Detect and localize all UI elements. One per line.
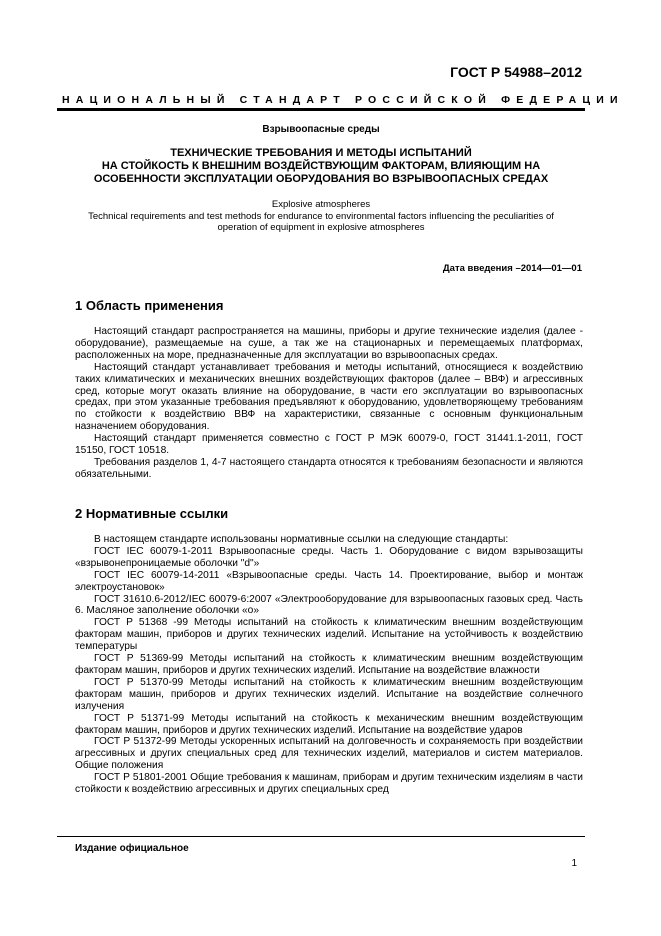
paragraph: Настоящий стандарт устанавливает требования и методы испытаний, относящиеся к воздействию таких климатических и механических внешних воздействующих факторов (далее – ВВФ) и агрессивных сред, которые могут оказать влияние на оборудование, в части его эксплуатации во взрывоопасных средах, при этом указанные требования предъявляют к оборудованию, удовлетворяющему требованиям по стойкости к воздействию ВВФ на характеристики, связанные с основным функциональным назначением оборудования. xyxy=(75,361,583,433)
paragraph: Настоящий стандарт применяется совместно с ГОСТ Р МЭК 60079-0, ГОСТ 31441.1-2011, ГОСТ 15150, ГОСТ 10518. xyxy=(75,433,583,457)
footer-rule xyxy=(57,836,585,837)
gost-number: ГОСТ Р 54988–2012 xyxy=(450,64,582,80)
section-2-heading: 2 Нормативные ссылки xyxy=(75,506,229,521)
paragraph: Требования разделов 1, 4-7 настоящего стандарта относятся к требованиям безопасности и являются обязательными. xyxy=(75,456,583,480)
title-en-line: Technical requirements and test methods for endurance to environmental factors influencing the peculiarities of xyxy=(88,211,554,222)
title-ru-line: ОСОБЕННОСТИ ЭКСПЛУАТАЦИИ ОБОРУДОВАНИЯ ВО ВЗРЫВООПАСНЫХ СРЕДАХ xyxy=(93,173,549,185)
reference-item: ГОСТ Р 51372-99 Методы ускоренных испытаний на долговечность и сохраняемость при воздействии агрессивных и других специальных сред для технических изделий, материалов и систем материалов. Общие положения xyxy=(75,736,583,772)
paragraph: В настоящем стандарте использованы нормативные ссылки на следующие стандарты: xyxy=(94,534,509,545)
subject-ru: Взрывоопасные среды xyxy=(262,124,380,135)
title-ru xyxy=(57,147,585,186)
reference-item: ГОСТ IEC 60079-1-2011 Взрывоопасные среды. Часть 1. Оборудование с видом взрывозащиты «взрывонепроницаемые оболочки "d"» xyxy=(75,545,583,569)
official-edition-label: Издание официальное xyxy=(75,843,189,854)
title-ru-line: НА СТОЙКОСТЬ К ВНЕШНИМ ВОЗДЕЙСТВУЮЩИМ ФАКТОРАМ, ВЛИЯЮЩИМ НА xyxy=(101,160,541,172)
title-en-line: operation of equipment in explosive atmospheres xyxy=(217,222,425,233)
national-standard-banner: НАЦИОНАЛЬНЫЙ СТАНДАРТ РОССИЙСКОЙ ФЕДЕРАЦИИ xyxy=(62,94,624,106)
reference-item: ГОСТ Р 51370-99 Методы испытаний на стойкость к климатическим внешним воздействующим факторам машин, приборов и других технических изделий. Испытание на воздействие солнечного излучения xyxy=(75,676,583,712)
title-ru-line: ТЕХНИЧЕСКИЕ ТРЕБОВАНИЯ И МЕТОДЫ ИСПЫТАНИЙ xyxy=(170,147,472,159)
reference-item: ГОСТ Р 51369-99 Методы испытаний на стойкость к климатическим внешним воздействующим факторам машин, приборов и других технических изделий. Испытание на воздействие влажности xyxy=(75,653,583,676)
section-2-body xyxy=(75,534,583,796)
reference-item: ГОСТ Р 51801-2001 Общие требования к машинам, приборам и другим техническим изделиям в части стойкости к воздействию агрессивных и других специальных сред xyxy=(75,772,583,796)
page-number: 1 xyxy=(571,858,577,869)
header-rule xyxy=(57,108,585,111)
subject-en: Explosive atmospheres xyxy=(271,199,371,210)
section-1-heading: 1 Область применения xyxy=(75,298,224,313)
reference-item: ГОСТ Р 51371-99 Методы испытаний на стойкость к механическим внешним воздействующим факторам машин, приборов и других технических изделий. Испытание на воздействие ударов xyxy=(75,712,583,736)
title-en xyxy=(57,211,585,233)
reference-item: ГОСТ IEC 60079-14-2011 «Взрывоопасные среды. Часть 14. Проектирование, выбор и монтаж электроустановок» xyxy=(75,569,583,593)
reference-item: ГОСТ 31610.6-2012/IEC 60079-6:2007 «Электрооборудование для взрывоопасных газовых сред. Часть 6. Масляное заполнение оболочки «о» xyxy=(75,593,583,617)
reference-item: ГОСТ Р 51368 -99 Методы испытаний на стойкость к климатическим внешним воздействующим факторам машин, приборов и других технических изделий. Испытание на устойчивость к воздействию температуры xyxy=(75,617,583,653)
section-1-body xyxy=(75,326,583,481)
paragraph: Настоящий стандарт распространяется на машины, приборы и другие технические изделия (далее - оборудование), размещаемые на суше, а так же на стационарных и перемещаемых платформах, расположенных на море, предназначенные для эксплуатации во взрывоопасных средах. xyxy=(75,326,583,361)
intro-date: Дата введения –2014—01—01 xyxy=(442,263,582,274)
